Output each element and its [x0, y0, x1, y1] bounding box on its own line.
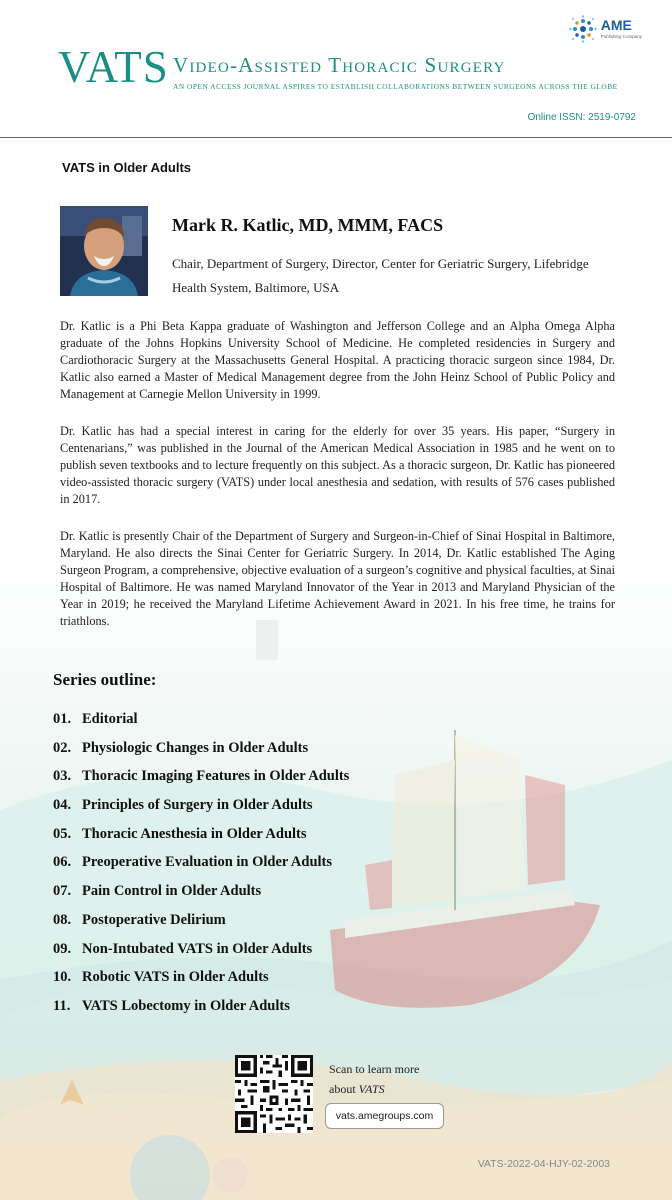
outline-item-title: Thoracic Anesthesia in Older Adults	[82, 825, 307, 842]
outline-item-title: Preoperative Evaluation in Older Adults	[82, 854, 333, 871]
outline-item-title: Principles of Surgery in Older Adults	[82, 797, 313, 814]
outline-item-title: VATS Lobectomy in Older Adults	[82, 997, 290, 1014]
outline-item-number: 06.	[53, 854, 72, 871]
journal-tagline: AN OPEN ACCESS JOURNAL ASPIRES TO ESTABLISH COLLABORATIONS BETWEEN SURGEONS ACROSS THE GLOBE	[173, 82, 618, 91]
scan-journal: VATS	[358, 1082, 385, 1096]
outline-item-title: Physiologic Changes in Older Adults	[82, 739, 309, 756]
outline-item-number: 05.	[53, 825, 72, 842]
ame-subtitle: Publishing Company	[600, 34, 642, 40]
outline-item[interactable]	[53, 740, 349, 769]
outline-item-number: 08.	[53, 911, 72, 928]
journal-abbreviation: VATS	[58, 42, 169, 92]
document-id: VATS-2022-04-HJY-02-2003	[477, 1158, 610, 1170]
outline-item-title: Non-Intubated VATS in Older Adults	[82, 940, 313, 957]
outline-item-title: Editorial	[82, 711, 138, 727]
outline-item-title: Pain Control in Older Adults	[82, 883, 262, 900]
author-affiliation: Chair, Department of Surgery, Director, Center for Geriatric Surgery, Lifebridge Health System, Baltimore, USA	[172, 256, 589, 295]
outline-item-number: 07.	[53, 883, 72, 900]
outline-item[interactable]	[53, 768, 349, 797]
outline-item[interactable]	[53, 969, 349, 998]
series-label: VATS in Older Adults	[62, 160, 192, 175]
outline-item[interactable]	[53, 797, 349, 826]
qr-code[interactable]	[235, 1055, 313, 1133]
outline-item[interactable]	[53, 998, 349, 1027]
scan-instructions	[329, 1059, 419, 1099]
outline-item[interactable]	[53, 711, 349, 740]
issn-label: Online ISSN: 2519-0792	[527, 112, 636, 123]
outline-item-number: 04.	[53, 797, 72, 814]
portrait-image	[60, 206, 148, 296]
author-portrait	[60, 206, 148, 296]
series-outline-heading: Series outline:	[53, 670, 157, 689]
bio-paragraph: Dr. Katlic has had a special interest in caring for the elderly for over 35 years. His paper, “Surgery in Centenarians,” was published in the Journal of the American Medical Association in 1985 and he went on to publish seven textbooks and to lecture frequently on this subject. As a thoracic surgeon, Dr. Katlic has pioneered video-assisted thoracic surgery (VATS) under local anesthesia and sedation, with results of 576 cases published in 2017.	[60, 424, 615, 506]
journal-url-link[interactable]: vats.amegroups.com	[325, 1103, 444, 1129]
outline-item[interactable]	[53, 941, 349, 970]
series-outline-list	[53, 711, 349, 1027]
outline-item-number: 03.	[53, 768, 72, 785]
scan-line	[329, 1079, 419, 1099]
scan-about: about	[329, 1082, 359, 1096]
author-biography	[60, 318, 615, 650]
outline-item-number: 10.	[53, 969, 72, 986]
scan-line: Scan to learn more	[329, 1062, 420, 1076]
bio-paragraph: Dr. Katlic is presently Chair of the Department of Surgery and Surgeon-in-Chief of Sinai Hospital in Baltimore, Maryland. He also directs the Sinai Center for Geriatric Surgery. In 2014, Dr. Katlic established The Aging Surgeon Program, a comprehensive, objective evaluation of a surgeon’s cognitive and physical faculties, at Sinai Hospital of Baltimore. He was named Maryland Innovator of the Year in 2013 and Maryland Physician of the Year in 2019; he received the Maryland Lifetime Achievement Award in 2021. In his free time, he trains for triathlons.	[60, 529, 615, 628]
outline-item[interactable]	[53, 912, 349, 941]
outline-item[interactable]	[53, 854, 349, 883]
outline-item[interactable]	[53, 883, 349, 912]
ame-logo[interactable]	[568, 14, 642, 44]
outline-item-title: Robotic VATS in Older Adults	[82, 969, 269, 986]
outline-item-title: Thoracic Imaging Features in Older Adults	[82, 768, 350, 785]
journal-header	[0, 0, 672, 138]
journal-title: Video-Assisted Thoracic Surgery	[173, 53, 506, 77]
outline-item-number: 09.	[53, 940, 72, 957]
outline-item-title: Postoperative Delirium	[82, 911, 226, 928]
bio-paragraph: Dr. Katlic is a Phi Beta Kappa graduate of Washington and Jefferson College and an Alpha Omega Alpha graduate of the Johns Hopkins University School of Medicine. He completed residencies in Surgery and Cardiothoracic Surgery at the Massachusetts General Hospital. A practicing thoracic surgeon since 1984, Dr. Katlic also earned a Master of Medical Management degree from the John Heinz School of Public Policy and Management at Carnegie Mellon University in 1999.	[60, 319, 615, 401]
outline-item-number: 02.	[53, 739, 72, 756]
header-divider	[0, 137, 672, 138]
outline-item-number: 01.	[53, 711, 72, 727]
author-name: Mark R. Katlic, MD, MMM, FACS	[172, 215, 444, 235]
ame-globe-icon	[568, 14, 598, 44]
outline-item-number: 11.	[53, 997, 71, 1014]
outline-item[interactable]	[53, 826, 349, 855]
ame-name: AME	[600, 17, 632, 34]
